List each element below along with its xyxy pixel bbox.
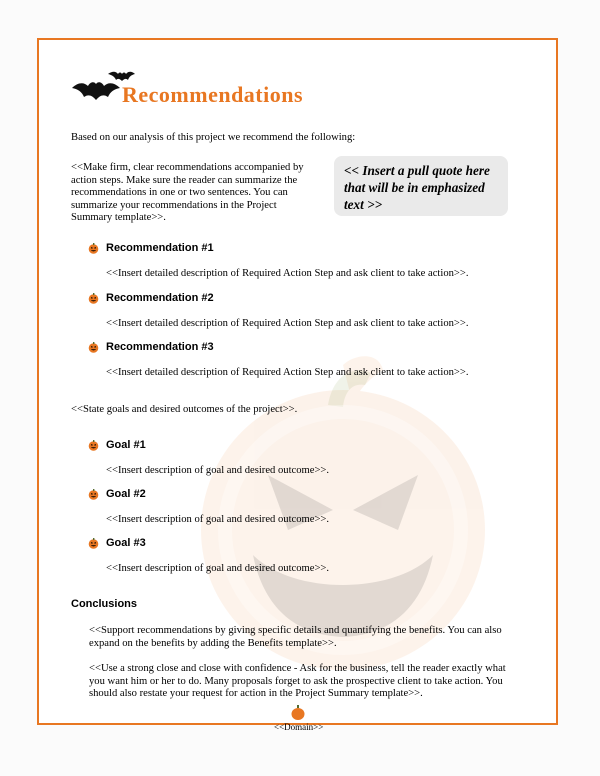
recommendation-heading: Recommendation #3 [88,340,214,354]
conclusions-paragraph-1: <<Support recommendations by giving specific details and quantifying the benefits. You can also expand on the benefits by adding the Benefits template>>. [89,625,502,649]
pumpkin-bullet-icon [88,342,99,353]
intro-text: Based on our analysis of this project we recommend the following: [71,132,356,143]
conclusions-paragraph-2: <<Use a strong close and close with confidence - Ask for the business, tell the reader exactly what you want him or her to do. Many proposals forget to ask the prospective client to take action. You should also restate your request for action in the Project Summary template>>. [89,663,506,699]
goal-heading: Goal #2 [88,487,146,501]
footer-domain: <<Domain>> [274,722,324,732]
lead-paragraph: <<Make firm, clear recommendations accompanied by action steps. Make sure the reader can summarize the recommendations in one or two sentences. You can summarize your recommendations in the Project Summary template>>. [71,162,304,223]
pumpkin-footer-icon [291,705,305,720]
recommendation-heading: Recommendation #1 [88,241,214,255]
goal-description: <<Insert description of goal and desired outcome>>. [106,563,330,574]
pumpkin-bullet-icon [88,538,99,549]
pumpkin-bullet-icon [88,293,99,304]
recommendation-heading: Recommendation #2 [88,291,214,305]
pumpkin-bullet-icon [88,489,99,500]
pumpkin-bullet-icon [88,243,99,254]
goal-heading: Goal #1 [88,438,146,452]
recommendation-description: <<Insert detailed description of Required Action Step and ask client to take action>>. [106,268,469,279]
goals-intro: <<State goals and desired outcomes of the project>>. [71,404,298,415]
goal-description: <<Insert description of goal and desired outcome>>. [106,465,330,476]
recommendation-description: <<Insert detailed description of Required Action Step and ask client to take action>>. [106,367,469,378]
page-title: Recommendations [122,82,304,107]
goal-description: <<Insert description of goal and desired outcome>>. [106,514,330,525]
pumpkin-bullet-icon [88,440,99,451]
goal-heading: Goal #3 [88,536,146,550]
recommendation-description: <<Insert detailed description of Required Action Step and ask client to take action>>. [106,318,469,329]
pull-quote: << Insert a pull quote here that will be in emphasized text >> [334,156,508,216]
conclusions-heading: Conclusions [71,598,138,610]
